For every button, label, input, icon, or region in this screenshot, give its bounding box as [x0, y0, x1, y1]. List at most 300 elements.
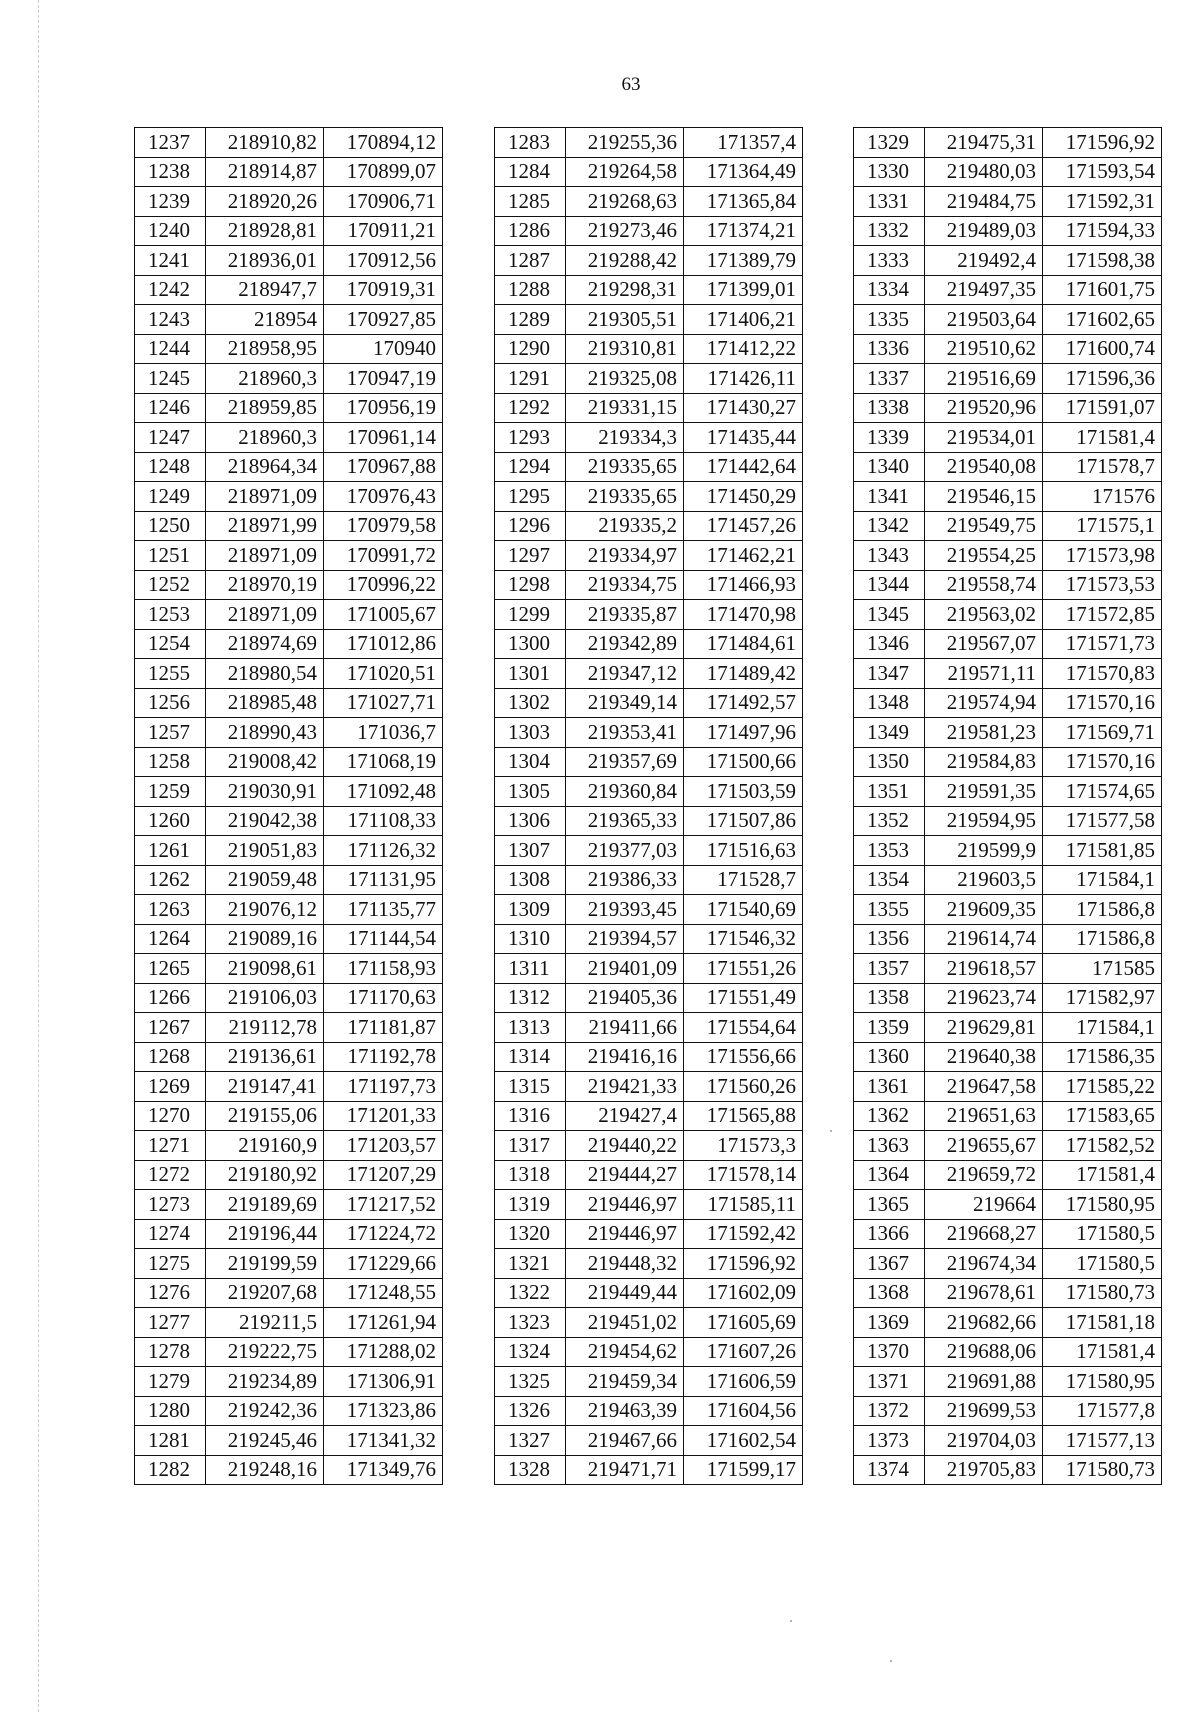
point-number-cell: 1351 — [854, 777, 925, 807]
x-coordinate-cell: 219549,75 — [925, 511, 1043, 541]
point-number-cell: 1321 — [495, 1249, 566, 1279]
x-coordinate-cell: 219591,35 — [925, 777, 1043, 807]
x-coordinate-cell: 219609,35 — [925, 895, 1043, 925]
point-number-cell: 1314 — [495, 1042, 566, 1072]
table-row — [854, 1013, 1162, 1043]
x-coordinate-cell: 219629,81 — [925, 1013, 1043, 1043]
point-number-cell: 1374 — [854, 1455, 925, 1485]
point-number-cell: 1268 — [135, 1042, 206, 1072]
point-number-cell: 1370 — [854, 1337, 925, 1367]
point-number-cell: 1365 — [854, 1190, 925, 1220]
table-row — [854, 1278, 1162, 1308]
y-coordinate-cell: 171374,21 — [684, 216, 803, 246]
x-coordinate-cell: 219678,61 — [925, 1278, 1043, 1308]
y-coordinate-cell: 171357,4 — [684, 128, 803, 158]
table-row — [495, 1131, 803, 1161]
table-row — [495, 954, 803, 984]
y-coordinate-cell: 171412,22 — [684, 334, 803, 364]
y-coordinate-cell: 171092,48 — [324, 777, 443, 807]
x-coordinate-cell: 219540,08 — [925, 452, 1043, 482]
table-row — [135, 1455, 443, 1485]
y-coordinate-cell: 170927,85 — [324, 305, 443, 335]
y-coordinate-cell: 171457,26 — [684, 511, 803, 541]
point-number-cell: 1288 — [495, 275, 566, 305]
point-number-cell: 1304 — [495, 747, 566, 777]
coordinates-table-2 — [494, 127, 803, 1485]
y-coordinate-cell: 171224,72 — [324, 1219, 443, 1249]
x-coordinate-cell: 219497,35 — [925, 275, 1043, 305]
y-coordinate-cell: 170996,22 — [324, 570, 443, 600]
table-row — [135, 364, 443, 394]
y-coordinate-cell: 171573,98 — [1043, 541, 1162, 571]
table-row — [854, 1367, 1162, 1397]
table-row — [854, 364, 1162, 394]
x-coordinate-cell: 219222,75 — [206, 1337, 324, 1367]
point-number-cell: 1369 — [854, 1308, 925, 1338]
y-coordinate-cell: 170894,12 — [324, 128, 443, 158]
point-number-cell: 1295 — [495, 482, 566, 512]
x-coordinate-cell: 219421,33 — [566, 1072, 684, 1102]
point-number-cell: 1272 — [135, 1160, 206, 1190]
point-number-cell: 1239 — [135, 187, 206, 217]
y-coordinate-cell: 171248,55 — [324, 1278, 443, 1308]
x-coordinate-cell: 219160,9 — [206, 1131, 324, 1161]
y-coordinate-cell: 171572,85 — [1043, 600, 1162, 630]
table-row — [854, 1190, 1162, 1220]
table-row — [495, 334, 803, 364]
table-row — [854, 865, 1162, 895]
table-row — [135, 629, 443, 659]
point-number-cell: 1276 — [135, 1278, 206, 1308]
table-row — [854, 128, 1162, 158]
y-coordinate-cell: 171181,87 — [324, 1013, 443, 1043]
table-row — [854, 1426, 1162, 1456]
table-row — [854, 423, 1162, 453]
table-row — [495, 216, 803, 246]
x-coordinate-cell: 219567,07 — [925, 629, 1043, 659]
y-coordinate-cell: 171591,07 — [1043, 393, 1162, 423]
x-coordinate-cell: 218959,85 — [206, 393, 324, 423]
x-coordinate-cell: 218958,95 — [206, 334, 324, 364]
x-coordinate-cell: 219682,66 — [925, 1308, 1043, 1338]
x-coordinate-cell: 219377,03 — [566, 836, 684, 866]
y-coordinate-cell: 171364,49 — [684, 157, 803, 187]
table-row — [854, 157, 1162, 187]
y-coordinate-cell: 171574,65 — [1043, 777, 1162, 807]
table-row — [495, 806, 803, 836]
y-coordinate-cell: 171406,21 — [684, 305, 803, 335]
point-number-cell: 1305 — [495, 777, 566, 807]
x-coordinate-cell: 218985,48 — [206, 688, 324, 718]
point-number-cell: 1373 — [854, 1426, 925, 1456]
point-number-cell: 1274 — [135, 1219, 206, 1249]
table-row — [135, 895, 443, 925]
x-coordinate-cell: 219298,31 — [566, 275, 684, 305]
x-coordinate-cell: 219623,74 — [925, 983, 1043, 1013]
x-coordinate-cell: 219427,4 — [566, 1101, 684, 1131]
x-coordinate-cell: 219618,57 — [925, 954, 1043, 984]
x-coordinate-cell: 219342,89 — [566, 629, 684, 659]
y-coordinate-cell: 171592,31 — [1043, 187, 1162, 217]
point-number-cell: 1271 — [135, 1131, 206, 1161]
y-coordinate-cell: 171323,86 — [324, 1396, 443, 1426]
point-number-cell: 1325 — [495, 1367, 566, 1397]
point-number-cell: 1371 — [854, 1367, 925, 1397]
y-coordinate-cell: 171602,54 — [684, 1426, 803, 1456]
point-number-cell: 1286 — [495, 216, 566, 246]
point-number-cell: 1289 — [495, 305, 566, 335]
x-coordinate-cell: 219305,51 — [566, 305, 684, 335]
table-row — [495, 246, 803, 276]
point-number-cell: 1241 — [135, 246, 206, 276]
point-number-cell: 1334 — [854, 275, 925, 305]
point-number-cell: 1256 — [135, 688, 206, 718]
y-coordinate-cell: 171516,63 — [684, 836, 803, 866]
table-row — [854, 1131, 1162, 1161]
table-row — [495, 1396, 803, 1426]
table-row — [854, 895, 1162, 925]
y-coordinate-cell: 171500,66 — [684, 747, 803, 777]
x-coordinate-cell: 219440,22 — [566, 1131, 684, 1161]
y-coordinate-cell: 171203,57 — [324, 1131, 443, 1161]
y-coordinate-cell: 170947,19 — [324, 364, 443, 394]
y-coordinate-cell: 170991,72 — [324, 541, 443, 571]
point-number-cell: 1327 — [495, 1426, 566, 1456]
point-number-cell: 1283 — [495, 128, 566, 158]
table-row — [495, 511, 803, 541]
x-coordinate-cell: 218971,09 — [206, 482, 324, 512]
x-coordinate-cell: 218954 — [206, 305, 324, 335]
y-coordinate-cell: 170961,14 — [324, 423, 443, 453]
x-coordinate-cell: 219647,58 — [925, 1072, 1043, 1102]
table-row — [854, 482, 1162, 512]
table-row — [135, 688, 443, 718]
table-row — [135, 1131, 443, 1161]
point-number-cell: 1359 — [854, 1013, 925, 1043]
x-coordinate-cell: 219196,44 — [206, 1219, 324, 1249]
point-number-cell: 1273 — [135, 1190, 206, 1220]
x-coordinate-cell: 219349,14 — [566, 688, 684, 718]
y-coordinate-cell: 171578,14 — [684, 1160, 803, 1190]
point-number-cell: 1332 — [854, 216, 925, 246]
point-number-cell: 1364 — [854, 1160, 925, 1190]
x-coordinate-cell: 219335,87 — [566, 600, 684, 630]
point-number-cell: 1250 — [135, 511, 206, 541]
point-number-cell: 1329 — [854, 128, 925, 158]
x-coordinate-cell: 219664 — [925, 1190, 1043, 1220]
x-coordinate-cell: 219594,95 — [925, 806, 1043, 836]
point-number-cell: 1284 — [495, 157, 566, 187]
scan-speck — [790, 1620, 792, 1622]
x-coordinate-cell: 219520,96 — [925, 393, 1043, 423]
table-row — [854, 1101, 1162, 1131]
point-number-cell: 1311 — [495, 954, 566, 984]
point-number-cell: 1320 — [495, 1219, 566, 1249]
point-number-cell: 1275 — [135, 1249, 206, 1279]
table-row — [135, 334, 443, 364]
point-number-cell: 1366 — [854, 1219, 925, 1249]
point-number-cell: 1278 — [135, 1337, 206, 1367]
table-row — [495, 275, 803, 305]
table-row — [854, 541, 1162, 571]
x-coordinate-cell: 218971,09 — [206, 541, 324, 571]
x-coordinate-cell: 219335,65 — [566, 482, 684, 512]
y-coordinate-cell: 171573,53 — [1043, 570, 1162, 600]
point-number-cell: 1277 — [135, 1308, 206, 1338]
y-coordinate-cell: 171442,64 — [684, 452, 803, 482]
x-coordinate-cell: 219484,75 — [925, 187, 1043, 217]
point-number-cell: 1297 — [495, 541, 566, 571]
table-row — [495, 393, 803, 423]
point-number-cell: 1367 — [854, 1249, 925, 1279]
coordinates-table-1 — [134, 127, 443, 1485]
table-row — [495, 747, 803, 777]
point-number-cell: 1350 — [854, 747, 925, 777]
x-coordinate-cell: 219207,68 — [206, 1278, 324, 1308]
x-coordinate-cell: 219147,41 — [206, 1072, 324, 1102]
x-coordinate-cell: 219255,36 — [566, 128, 684, 158]
x-coordinate-cell: 219471,71 — [566, 1455, 684, 1485]
x-coordinate-cell: 219640,38 — [925, 1042, 1043, 1072]
y-coordinate-cell: 171484,61 — [684, 629, 803, 659]
table-row — [854, 983, 1162, 1013]
point-number-cell: 1247 — [135, 423, 206, 453]
table-row — [854, 393, 1162, 423]
x-coordinate-cell: 219051,83 — [206, 836, 324, 866]
table-row — [135, 659, 443, 689]
table-row — [854, 688, 1162, 718]
x-coordinate-cell: 218974,69 — [206, 629, 324, 659]
x-coordinate-cell: 219310,81 — [566, 334, 684, 364]
x-coordinate-cell: 219268,63 — [566, 187, 684, 217]
y-coordinate-cell: 171571,73 — [1043, 629, 1162, 659]
table-row — [495, 187, 803, 217]
table-row — [495, 128, 803, 158]
y-coordinate-cell: 171585,11 — [684, 1190, 803, 1220]
table-row — [135, 482, 443, 512]
table-row — [135, 983, 443, 1013]
table-row — [854, 1219, 1162, 1249]
y-coordinate-cell: 170899,07 — [324, 157, 443, 187]
table-row — [135, 570, 443, 600]
y-coordinate-cell: 171135,77 — [324, 895, 443, 925]
x-coordinate-cell: 219688,06 — [925, 1337, 1043, 1367]
x-coordinate-cell: 219030,91 — [206, 777, 324, 807]
table-row — [495, 836, 803, 866]
x-coordinate-cell: 219401,09 — [566, 954, 684, 984]
y-coordinate-cell: 171217,52 — [324, 1190, 443, 1220]
table-row — [854, 570, 1162, 600]
x-coordinate-cell: 219446,97 — [566, 1190, 684, 1220]
y-coordinate-cell: 171365,84 — [684, 187, 803, 217]
y-coordinate-cell: 171158,93 — [324, 954, 443, 984]
x-coordinate-cell: 219242,36 — [206, 1396, 324, 1426]
x-coordinate-cell: 219546,15 — [925, 482, 1043, 512]
point-number-cell: 1360 — [854, 1042, 925, 1072]
point-number-cell: 1255 — [135, 659, 206, 689]
x-coordinate-cell: 219264,58 — [566, 157, 684, 187]
y-coordinate-cell: 171580,73 — [1043, 1455, 1162, 1485]
point-number-cell: 1257 — [135, 718, 206, 748]
point-number-cell: 1308 — [495, 865, 566, 895]
x-coordinate-cell: 219189,69 — [206, 1190, 324, 1220]
y-coordinate-cell: 171005,67 — [324, 600, 443, 630]
y-coordinate-cell: 171207,29 — [324, 1160, 443, 1190]
x-coordinate-cell: 218947,7 — [206, 275, 324, 305]
point-number-cell: 1328 — [495, 1455, 566, 1485]
point-number-cell: 1330 — [854, 157, 925, 187]
table-row — [135, 1072, 443, 1102]
y-coordinate-cell: 171594,33 — [1043, 216, 1162, 246]
y-coordinate-cell: 171582,97 — [1043, 983, 1162, 1013]
point-number-cell: 1338 — [854, 393, 925, 423]
x-coordinate-cell: 219581,23 — [925, 718, 1043, 748]
point-number-cell: 1313 — [495, 1013, 566, 1043]
x-coordinate-cell: 219489,03 — [925, 216, 1043, 246]
table-row — [495, 924, 803, 954]
x-coordinate-cell: 219288,42 — [566, 246, 684, 276]
y-coordinate-cell: 171584,1 — [1043, 1013, 1162, 1043]
y-coordinate-cell: 171462,21 — [684, 541, 803, 571]
table-row — [854, 452, 1162, 482]
y-coordinate-cell: 171430,27 — [684, 393, 803, 423]
y-coordinate-cell: 171389,79 — [684, 246, 803, 276]
point-number-cell: 1355 — [854, 895, 925, 925]
y-coordinate-cell: 171578,7 — [1043, 452, 1162, 482]
table-row — [854, 629, 1162, 659]
table-row — [135, 1396, 443, 1426]
point-number-cell: 1294 — [495, 452, 566, 482]
y-coordinate-cell: 171399,01 — [684, 275, 803, 305]
point-number-cell: 1349 — [854, 718, 925, 748]
y-coordinate-cell: 171570,83 — [1043, 659, 1162, 689]
point-number-cell: 1342 — [854, 511, 925, 541]
table-row — [854, 1308, 1162, 1338]
x-coordinate-cell: 219475,31 — [925, 128, 1043, 158]
y-coordinate-cell: 171503,59 — [684, 777, 803, 807]
table-row — [495, 1013, 803, 1043]
table-row — [135, 836, 443, 866]
x-coordinate-cell: 219211,5 — [206, 1308, 324, 1338]
x-coordinate-cell: 219393,45 — [566, 895, 684, 925]
point-number-cell: 1290 — [495, 334, 566, 364]
point-number-cell: 1303 — [495, 718, 566, 748]
x-coordinate-cell: 219334,75 — [566, 570, 684, 600]
point-number-cell: 1344 — [854, 570, 925, 600]
point-number-cell: 1335 — [854, 305, 925, 335]
y-coordinate-cell: 171585,22 — [1043, 1072, 1162, 1102]
y-coordinate-cell: 171584,1 — [1043, 865, 1162, 895]
table-row — [495, 541, 803, 571]
y-coordinate-cell: 171607,26 — [684, 1337, 803, 1367]
x-coordinate-cell: 219334,3 — [566, 423, 684, 453]
table-row — [135, 216, 443, 246]
table-row — [135, 954, 443, 984]
point-number-cell: 1361 — [854, 1072, 925, 1102]
page-margin-line — [38, 0, 39, 1712]
x-coordinate-cell: 219273,46 — [566, 216, 684, 246]
x-coordinate-cell: 219357,69 — [566, 747, 684, 777]
x-coordinate-cell: 218960,3 — [206, 364, 324, 394]
y-coordinate-cell: 171551,49 — [684, 983, 803, 1013]
point-number-cell: 1333 — [854, 246, 925, 276]
y-coordinate-cell: 170912,56 — [324, 246, 443, 276]
point-number-cell: 1312 — [495, 983, 566, 1013]
y-coordinate-cell: 171426,11 — [684, 364, 803, 394]
table-row — [854, 305, 1162, 335]
point-number-cell: 1343 — [854, 541, 925, 571]
table-row — [854, 836, 1162, 866]
y-coordinate-cell: 170967,88 — [324, 452, 443, 482]
table-row — [495, 983, 803, 1013]
table-row — [135, 1190, 443, 1220]
point-number-cell: 1340 — [854, 452, 925, 482]
table-row — [135, 806, 443, 836]
x-coordinate-cell: 219411,66 — [566, 1013, 684, 1043]
table-row — [135, 1367, 443, 1397]
table-row — [495, 718, 803, 748]
table-row — [495, 1308, 803, 1338]
x-coordinate-cell: 218970,19 — [206, 570, 324, 600]
y-coordinate-cell: 171600,74 — [1043, 334, 1162, 364]
y-coordinate-cell: 171126,32 — [324, 836, 443, 866]
point-number-cell: 1281 — [135, 1426, 206, 1456]
point-number-cell: 1363 — [854, 1131, 925, 1161]
y-coordinate-cell: 171201,33 — [324, 1101, 443, 1131]
point-number-cell: 1238 — [135, 157, 206, 187]
table-row — [854, 511, 1162, 541]
point-number-cell: 1317 — [495, 1131, 566, 1161]
y-coordinate-cell: 170906,71 — [324, 187, 443, 217]
point-number-cell: 1356 — [854, 924, 925, 954]
point-number-cell: 1245 — [135, 364, 206, 394]
y-coordinate-cell: 171288,02 — [324, 1337, 443, 1367]
point-number-cell: 1348 — [854, 688, 925, 718]
y-coordinate-cell: 171596,92 — [1043, 128, 1162, 158]
table-row — [495, 305, 803, 335]
y-coordinate-cell: 171581,4 — [1043, 423, 1162, 453]
table-row — [135, 128, 443, 158]
x-coordinate-cell: 219614,74 — [925, 924, 1043, 954]
table-row — [135, 718, 443, 748]
point-number-cell: 1261 — [135, 836, 206, 866]
x-coordinate-cell: 218936,01 — [206, 246, 324, 276]
table-row — [135, 1249, 443, 1279]
point-number-cell: 1319 — [495, 1190, 566, 1220]
table-row — [495, 1190, 803, 1220]
table-row — [135, 1337, 443, 1367]
x-coordinate-cell: 219705,83 — [925, 1455, 1043, 1485]
point-number-cell: 1254 — [135, 629, 206, 659]
y-coordinate-cell: 171131,95 — [324, 865, 443, 895]
point-number-cell: 1237 — [135, 128, 206, 158]
x-coordinate-cell: 219448,32 — [566, 1249, 684, 1279]
y-coordinate-cell: 171528,7 — [684, 865, 803, 895]
point-number-cell: 1345 — [854, 600, 925, 630]
point-number-cell: 1353 — [854, 836, 925, 866]
point-number-cell: 1322 — [495, 1278, 566, 1308]
y-coordinate-cell: 171598,38 — [1043, 246, 1162, 276]
y-coordinate-cell: 171229,66 — [324, 1249, 443, 1279]
table-row — [495, 570, 803, 600]
y-coordinate-cell: 171586,8 — [1043, 924, 1162, 954]
table-row — [495, 688, 803, 718]
table-row — [495, 1160, 803, 1190]
table-row — [854, 718, 1162, 748]
table-row — [135, 541, 443, 571]
point-number-cell: 1318 — [495, 1160, 566, 1190]
y-coordinate-cell: 171546,32 — [684, 924, 803, 954]
